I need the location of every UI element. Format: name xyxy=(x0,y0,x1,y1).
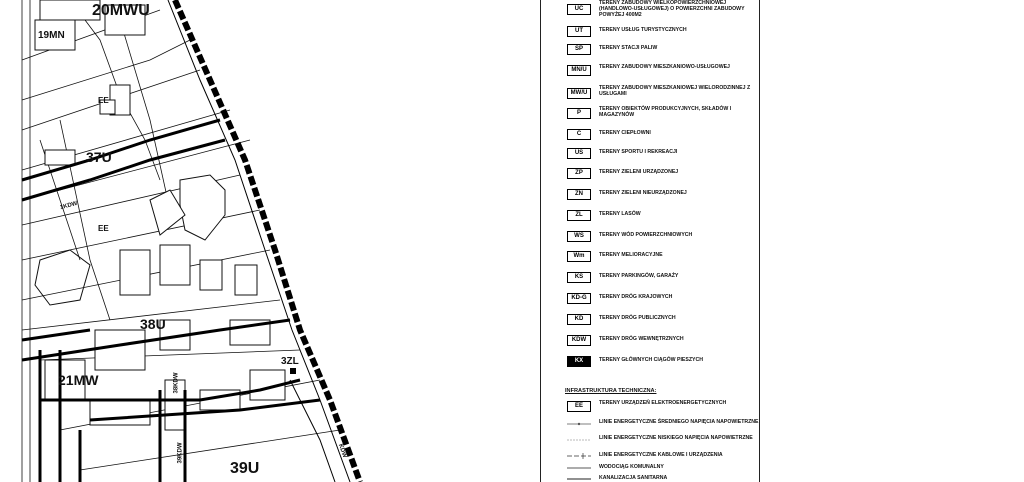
map-legend xyxy=(540,0,760,482)
legend-text: TERENY DRÓG WEWNĘTRZNYCH xyxy=(599,336,684,342)
legend-symbol: KDW xyxy=(567,335,591,346)
legend-item-ws xyxy=(541,229,759,245)
legend-text: TERENY MELIORACYJNE xyxy=(599,252,663,258)
legend-text: TERENY USŁUG TURYSTYCZNYCH xyxy=(599,27,687,33)
lv-line-symbol xyxy=(567,436,591,444)
legend-text: TERENY OBIEKTÓW PRODUKCYJNYCH, SKŁADÓW I MAGAZYNÓW xyxy=(599,106,732,118)
road-label-38kdw: 38KDW xyxy=(173,372,180,394)
legend-item-kd xyxy=(541,312,759,328)
zone-label-39u: 39U xyxy=(230,460,260,477)
mv-line-symbol xyxy=(567,420,591,428)
legend-symbol: KD xyxy=(567,314,591,325)
legend-text: TERENY DRÓG PUBLICZNYCH xyxy=(599,315,676,321)
legend-item-zn xyxy=(541,187,759,203)
legend-item-kdg xyxy=(541,291,759,307)
legend-symbol: MN/U xyxy=(567,65,591,76)
legend-symbol: SP xyxy=(567,44,591,55)
legend-symbol: KS xyxy=(567,272,591,283)
legend-text: TERENY ZIELENI NIEURZĄDZONEJ xyxy=(599,190,687,196)
legend-item-c xyxy=(541,127,759,143)
legend-item-uc xyxy=(541,2,759,22)
legend-text: TERENY ZIELENI URZĄDZONEJ xyxy=(599,169,679,175)
legend-item-sewer xyxy=(541,474,759,482)
legend-symbol: ZP xyxy=(567,168,591,179)
zone-label-21mw: 21MW xyxy=(58,372,99,388)
road-label-1kdw: 1KDW xyxy=(59,200,79,212)
road-label-39kdw: 39KDW xyxy=(177,442,184,464)
legend-symbol: KD-G xyxy=(567,293,591,304)
legend-symbol: EE xyxy=(567,401,591,412)
zone-label-20mwu: 20MWU xyxy=(92,2,150,19)
zone-label-37u: 37U xyxy=(86,149,112,165)
legend-text: TERENY ZABUDOWY MIESZKANIOWO-USŁUGOWEJ xyxy=(599,64,730,70)
legend-text: KANALIZACJA SANITARNA xyxy=(599,475,668,481)
legend-symbol: ZN xyxy=(567,189,591,200)
legend-item-lv-line xyxy=(541,434,759,450)
zone-label-ee-2: EE xyxy=(98,224,109,233)
legend-text: TERENY PARKINGÓW, GARAŻY xyxy=(599,273,679,279)
legend-text: WODOCIĄG KOMUNALNY xyxy=(599,464,664,470)
legend-item-mnu xyxy=(541,63,759,79)
legend-item-ut xyxy=(541,24,759,40)
legend-item-p xyxy=(541,105,759,121)
infra-heading: INFRASTRUKTURA TECHNICZNA: xyxy=(565,388,657,394)
zone-label-19mn: 19MN xyxy=(38,30,65,41)
legend-item-zp xyxy=(541,166,759,182)
sewer-line-symbol xyxy=(567,475,591,482)
legend-text: LINIE ENERGETYCZNE ŚREDNIEGO NAPIĘCIA NAPOWIETRZNE xyxy=(599,419,759,425)
legend-symbol: P xyxy=(567,108,591,119)
legend-text: TERENY CIEPŁOWNI xyxy=(599,130,651,136)
legend-item-zl xyxy=(541,208,759,224)
legend-item-mv-line xyxy=(541,418,759,434)
legend-symbol: C xyxy=(567,129,591,140)
legend-item-ee xyxy=(541,399,759,415)
legend-symbol: UC xyxy=(567,4,591,15)
legend-symbol: Wm xyxy=(567,251,591,262)
legend-item-sp xyxy=(541,42,759,58)
zone-label-ee-1: EE xyxy=(98,96,109,105)
legend-text: TERENY DRÓG KRAJOWYCH xyxy=(599,294,673,300)
legend-item-kx xyxy=(541,354,759,370)
legend-text: TERENY STACJI PALIW xyxy=(599,45,658,51)
zone-label-38u: 38U xyxy=(140,316,166,332)
cable-line-symbol xyxy=(567,452,591,460)
legend-text: TERENY LASÓW xyxy=(599,211,641,217)
legend-symbol: WS xyxy=(567,231,591,242)
legend-symbol: ZL xyxy=(567,210,591,221)
legend-text: LINIE ENERGETYCZNE NISKIEGO NAPIĘCIA NAPOWIETRZNE xyxy=(599,435,753,441)
legend-symbol: MW/U xyxy=(567,88,591,99)
zone-label-3zl: 3ZL xyxy=(281,356,299,367)
legend-text: LINIE ENERGETYCZNE KABLOWE I URZĄDZENIA xyxy=(599,452,723,458)
legend-text: TERENY ZABUDOWY WIELKOPOWIERZCHNIOWEJ (HANDLOWO-USŁUGOWEJ) O POWIERZCHNI ZABUDOWY POWYŻEJ 400M2 xyxy=(599,0,745,18)
legend-symbol: UT xyxy=(567,26,591,37)
water-line-symbol xyxy=(567,464,591,472)
legend-text: TERENY WÓD POWIERZCHNIOWYCH xyxy=(599,232,693,238)
legend-text: TERENY GŁÓWNYCH CIĄGÓW PIESZYCH xyxy=(599,357,703,363)
road-label-kdw: KDW xyxy=(336,443,348,459)
legend-text: TERENY ZABUDOWY MIESZKANIOWEJ WIELORODZINNEJ Z USŁUGAMI xyxy=(599,85,751,97)
legend-text: TERENY URZĄDZEŃ ELEKTROENERGETYCZNYCH xyxy=(599,400,727,406)
legend-item-mwu xyxy=(541,84,759,100)
legend-item-ks xyxy=(541,270,759,286)
legend-symbol: KX xyxy=(567,356,591,367)
legend-item-wm xyxy=(541,249,759,265)
legend-item-us xyxy=(541,146,759,162)
legend-text: TERENY SPORTU I REKREACJI xyxy=(599,149,678,155)
legend-symbol: US xyxy=(567,148,591,159)
legend-item-kdw xyxy=(541,333,759,349)
